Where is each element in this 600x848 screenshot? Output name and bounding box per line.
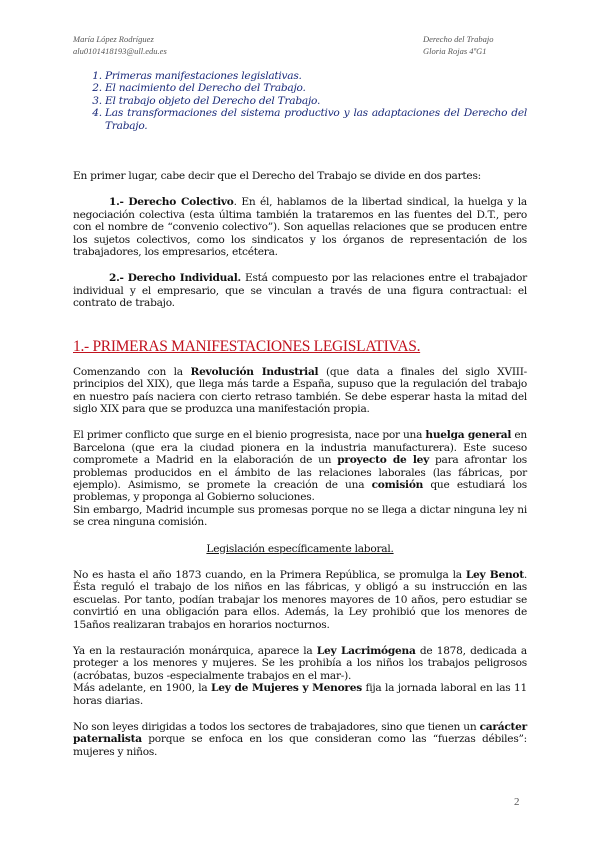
- part-individual-text: Está compuesto por las relaciones entre el trabajador individual y el empresario, que se vinculan a través de una figura contractual: el contrato de trabajo.: [73, 272, 527, 310]
- text-run: fija la jornada laboral en las 11 horas diarias.: [73, 682, 527, 707]
- part-collective-text: . En él, hablamos de la libertad sindical, la huelga y la negociación colectiva (esta última también la trataremos en las fuentes del D.T., pero con el nombre de “convenio colectivo”). Son aquellas relaciones que se producen entre los sujetos colectivos, como los sindicatos y los órganos de representación de los trabajadores, los empresarios, etcétera.: [73, 196, 527, 259]
- bold-term: comisión: [371, 478, 424, 491]
- bold-term: Revolución Industrial: [190, 365, 319, 378]
- text-run: (que data a finales del siglo XVIII-principios del XIX), que llega más tarde a España, supuso que la regulación del trabajo en nuestro país naciera con cierto retraso también. Se debe esperar hasta la mitad del siglo XIX para que se produzca una manifestación propia.: [73, 365, 527, 415]
- text-run: que estudiará los problemas, y propongа al Gobierno soluciones.: [73, 478, 527, 504]
- text-run: en Barcelona (que era la ciudad pionera en la industria manufacturera). Este suceso compromete a Madrid en la elaboración de un: [73, 429, 527, 467]
- text-run: para afrontar los problemas producidos en el ámbito de las relaciones laborales (las fábricas, por ejemplo). Asimismo, se promete la creación de una: [73, 454, 527, 491]
- part-collective-number: 1.-: [109, 196, 124, 209]
- page-content: [73, 70, 527, 758]
- header-course: Derecho del Trabajo: [423, 34, 494, 44]
- paragraph-ley-benot: [73, 569, 527, 631]
- part-individual-paragraph: [73, 272, 527, 309]
- page-number: 2: [514, 796, 520, 808]
- text-run: porque se enfoca en los que consideran como las “fuerzas débiles”: mujeres y niños.: [73, 733, 527, 758]
- header-email: alu0101418193@ull.edu.es: [73, 46, 167, 56]
- text-run: Ya en la restauración monárquica, aparece la: [73, 645, 317, 657]
- bold-term: proyecto de ley: [337, 454, 429, 467]
- intro-paragraph: En primer lugar, cabe decir que el Derecho del Trabajo se divide en dos partes:: [73, 170, 481, 183]
- text-run: Más adelante, en 1900, la: [73, 682, 212, 695]
- bold-term: huelga general: [425, 429, 512, 442]
- toc-item: 3. El trabajo objeto del Derecho del Trabajo.: [105, 95, 527, 107]
- subheading-labor-legislation: [73, 543, 527, 555]
- table-of-contents: [73, 70, 527, 132]
- text-run: de 1878, dedicada a proteger a los menores y mujeres. Se les prohibía a los niños los trabajos peligrosos (acróbatas, buzos -especialmente trabajos en el mar-).: [73, 645, 527, 682]
- header-right: [423, 33, 494, 57]
- paragraph-industrial-revolution: [73, 366, 527, 416]
- subheading-text: Legislación específicamente laboral.: [206, 542, 394, 555]
- paragraph-paternalist: [73, 721, 527, 758]
- header-teacher: Gloria Rojas 4ºG1: [423, 46, 487, 56]
- paragraph-madrid-promises: Sin embargo, Madrid incumple sus promesas porque no se llega a dictar ninguna ley ni se crea ninguna comisión.: [73, 503, 527, 529]
- header-left: [73, 33, 167, 57]
- paragraph-ley-mujeres: [73, 682, 527, 707]
- part-collective-paragraph: [73, 196, 527, 258]
- bold-term: Ley Lacrimógena: [316, 645, 416, 657]
- text-run: No es hasta el año 1873 cuando, en la Primera República, se promulga la: [73, 568, 466, 581]
- toc-item: 4. Las transformaciones del sistema productivo y las adaptaciones del Derecho del Trabajo.: [105, 107, 527, 132]
- part-individual-title: Derecho Individual.: [127, 272, 241, 285]
- part-collective-title: Derecho Colectivo: [128, 196, 234, 209]
- text-run: No son leyes dirigidas a todos los sectores de trabajadores, sino que tienen un: [73, 721, 480, 734]
- header-author: María López Rodríguez: [73, 34, 154, 44]
- paragraph-ley-lacrimogena: [73, 645, 527, 682]
- part-individual-number: 2.-: [109, 272, 124, 285]
- bold-term: carácter paternalista: [73, 721, 527, 746]
- text-run: El primer conflicto que surge en el bienio progresista, nace por una: [73, 429, 426, 442]
- toc-item: 2. El nacimiento del Derecho del Trabajo.: [105, 82, 527, 94]
- paragraph-general-strike: [73, 429, 527, 503]
- bold-term: Ley de Mujeres y Menores: [211, 682, 362, 695]
- bold-term: Ley Benot: [465, 568, 524, 581]
- section-heading: 1.- PRIMERAS MANIFESTACIONES LEGISLATIVAS.: [73, 337, 421, 355]
- toc-item: 1. Primeras manifestaciones legislativas.: [105, 70, 527, 82]
- text-run: . Ésta reguló el trabajo de los niños en las fábricas, y obligó a su instrucción en las escuelas. Por tanto, podían trabajar los menores mayores de 10 años, pero estudiar se convirtió en una obligación para ellos. Además, la Ley prohibió que los menores de 15años realizaran trabajos en horarios nocturnos.: [73, 568, 527, 631]
- text-run: Comenzando con la: [73, 365, 191, 378]
